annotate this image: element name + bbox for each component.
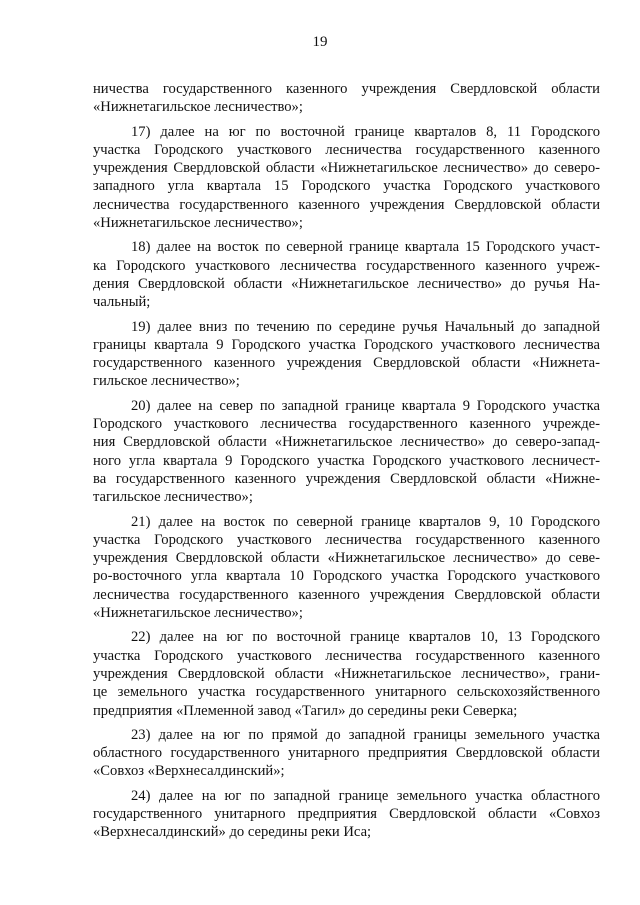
text-line: государственного казенного учреждения Свердловской области «Нижнета- — [93, 355, 600, 372]
text-line: «Нижнетагильское лесничество»; — [93, 605, 303, 622]
text-line: 17) далее на юг по восточной границе кварталов 8, 11 Городского — [131, 123, 600, 140]
text-line: лесничества государственного казенного учреждения Свердловской области — [93, 586, 600, 603]
text-line: 21) далее на восток по северной границе кварталов 9, 10 Городского — [131, 513, 600, 530]
text-line: «Нижнетагильское лесничество»; — [93, 215, 303, 232]
text-line: ва государственного казенного учреждения Свердловской области «Нижне- — [93, 470, 600, 487]
page-number: 19 — [312, 34, 328, 50]
paragraph-continuation — [93, 80, 600, 117]
text-line: 19) далее вниз по течению по середине ручья Начальный до западной — [131, 318, 600, 335]
list-item — [93, 513, 600, 623]
text-line: учреждения Свердловской области «Нижнетагильское лесничество» до северо- — [93, 160, 600, 177]
text-line: 23) далее на юг по прямой до западной границы земельного участка — [131, 726, 600, 743]
list-item — [93, 238, 600, 311]
text-line: тагильское лесничество»; — [93, 489, 253, 506]
list-item — [93, 726, 600, 781]
list-item — [93, 318, 600, 391]
text-line: ро-восточного угла квартала 10 Городского участка Городского участкового — [93, 568, 600, 585]
text-line: учреждения Свердловской области «Нижнетагильское лесничество», грани- — [93, 665, 600, 682]
text-line: 24) далее на юг по западной границе земельного участка областного — [131, 787, 600, 804]
text-line: областного государственного унитарного предприятия Свердловской области — [93, 745, 600, 762]
text-line: це земельного участка государственного унитарного сельскохозяйственного — [93, 684, 600, 701]
text-line: ного угла квартала 9 Городского участка Городского участкового лесничест- — [93, 452, 600, 469]
text-line: чальный; — [93, 294, 151, 311]
text-line: лесничества государственного казенного учреждения Свердловской области — [93, 196, 600, 213]
text-line: 20) далее на север по западной границе квартала 9 Городского участка — [131, 397, 600, 414]
text-line: 18) далее на восток по северной границе квартала 15 Городского участ- — [131, 239, 600, 256]
text-line: «Совхоз «Верхнесалдинский»; — [93, 763, 285, 780]
text-line: государственного унитарного предприятия Свердловской области «Совхоз — [93, 805, 600, 822]
text-line: границы квартала 9 Городского участка Городского участкового лесничества — [93, 336, 600, 353]
text-line: ния Свердловской области «Нижнетагильское лесничество» до северо-запад- — [93, 434, 600, 451]
text-line: участка Городского участкового лесничества государственного казенного — [93, 647, 600, 664]
text-line: участка Городского участкового лесничества государственного казенного — [93, 531, 600, 548]
text-line: 22) далее на юг по восточной границе кварталов 10, 13 Городского — [131, 629, 600, 646]
text-line: «Нижнетагильское лесничество»; — [93, 99, 303, 116]
list-item — [93, 787, 600, 842]
document-body — [93, 80, 600, 842]
text-line: Городского участкового лесничества государственного казенного учрежде- — [93, 416, 600, 433]
text-line: ка Городского участкового лесничества государственного казенного учреж- — [93, 257, 600, 274]
text-line: «Верхнесалдинский» до середины реки Иса; — [93, 824, 372, 841]
text-line: западного угла квартала 15 Городского участка Городского участкового — [93, 178, 600, 195]
text-line: учреждения Свердловской области «Нижнетагильское лесничество» до севе- — [93, 550, 600, 567]
text-line: дения Свердловской области «Нижнетагильское лесничество» до ручья На- — [93, 275, 600, 292]
text-line: ничества государственного казенного учреждения Свердловской области — [93, 81, 600, 97]
list-item — [93, 123, 600, 233]
text-line: участка Городского участкового лесничества государственного казенного — [93, 141, 600, 158]
text-line: гильское лесничество»; — [93, 373, 240, 390]
list-item — [93, 628, 600, 719]
list-item — [93, 397, 600, 507]
text-line: предприятия «Племенной завод «Тагил» до середины реки Северка; — [93, 702, 518, 719]
